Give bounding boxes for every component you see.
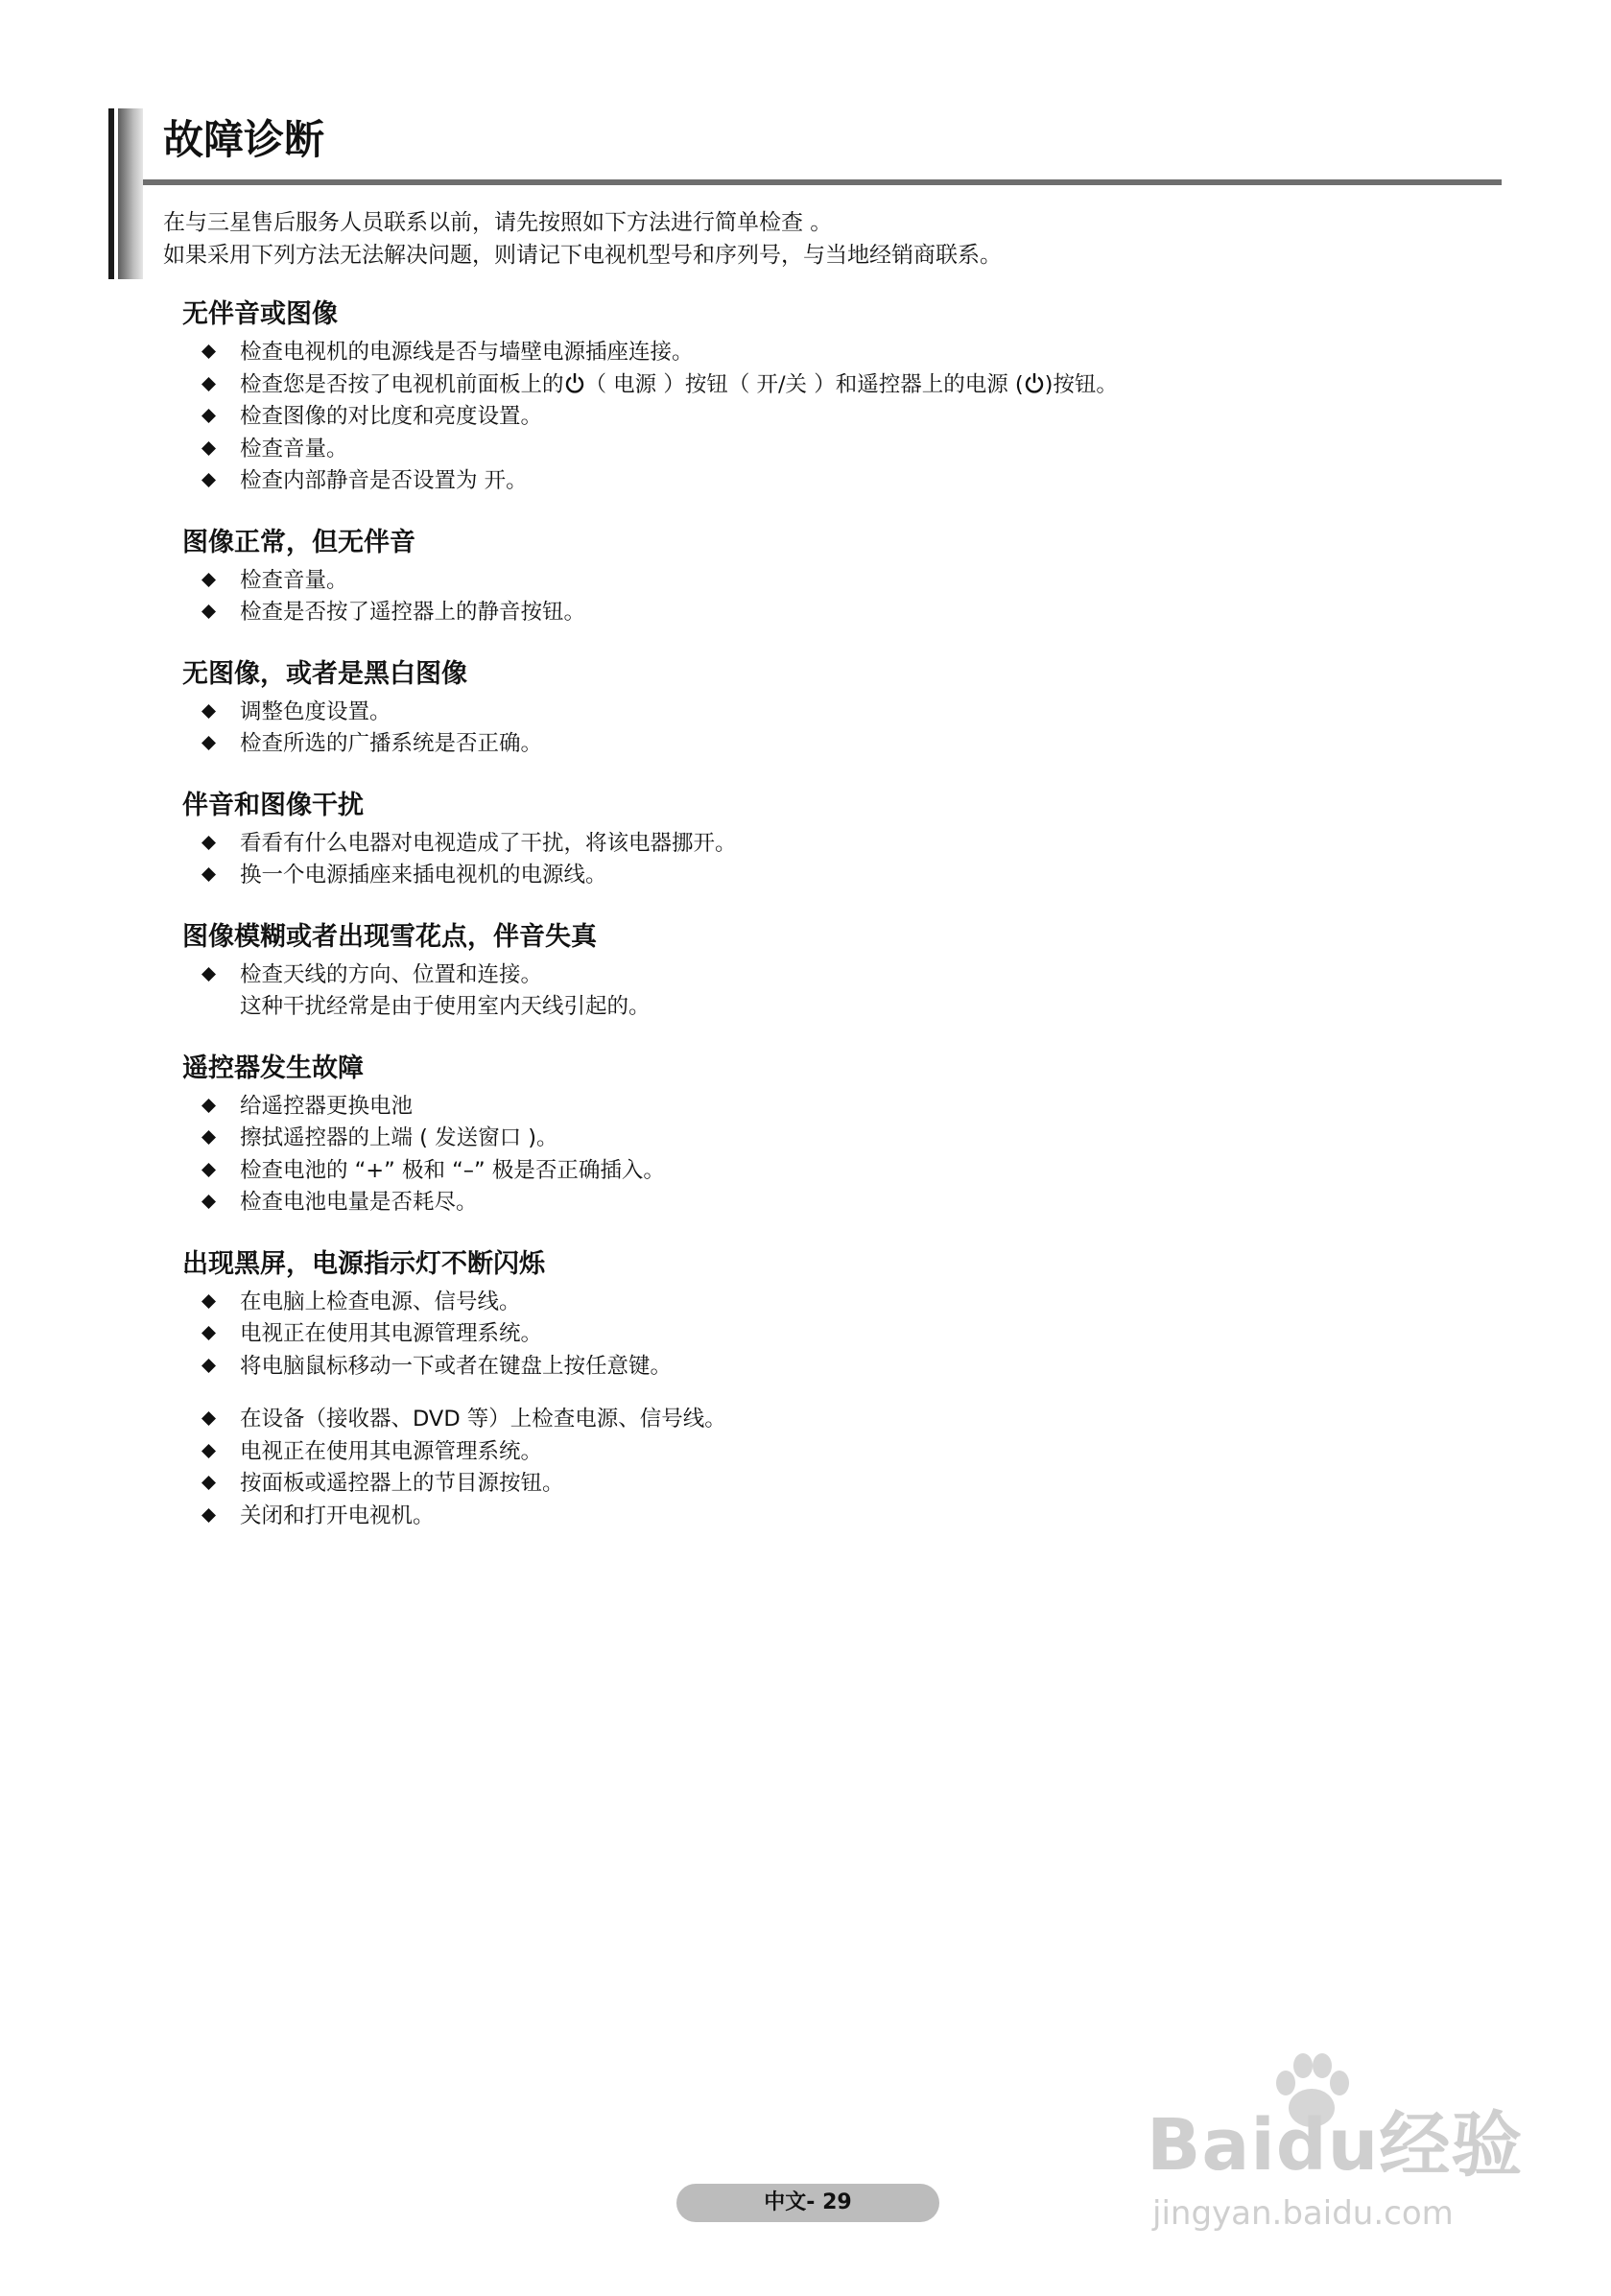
list-item: 检查内部静音是否设置为 开。 [182, 465, 1497, 498]
diamond-bullet-icon [201, 1294, 216, 1309]
list-item: 在设备（接收器、DVD 等）上检查电源、信号线。 [182, 1404, 1497, 1436]
list-item: 换一个电源插座来插电视机的电源线。 [182, 860, 1497, 892]
list-item: 按面板或遥控器上的节目源按钮。 [182, 1468, 1497, 1501]
spacer [182, 1383, 1497, 1404]
section-title: 出现黑屏，电源指示灯不断闪烁 [182, 1248, 545, 1279]
section-no-picture-or-bw [182, 656, 1497, 761]
intro-text [163, 206, 1002, 272]
list-item: 检查是否按了遥控器上的静音按钮。 [182, 597, 1497, 629]
diamond-bullet-icon [201, 967, 216, 982]
diamond-bullet-icon [201, 1359, 216, 1373]
diamond-bullet-icon [201, 573, 216, 587]
diamond-bullet-icon [201, 1326, 216, 1340]
list-item: 调整色度设置。 [182, 697, 1497, 729]
list-item: 检查电池的 “+” 极和 “–” 极是否正确插入。 [182, 1155, 1497, 1188]
section-black-screen [182, 1246, 1497, 1533]
section-title: 遥控器发生故障 [182, 1053, 364, 1083]
diamond-bullet-icon [201, 441, 216, 456]
section-title: 伴音和图像干扰 [182, 790, 364, 820]
diamond-bullet-icon [201, 1163, 216, 1177]
list-item: 检查电视机的电源线是否与墙壁电源插座连接。 [182, 337, 1497, 369]
diamond-bullet-icon [201, 409, 216, 423]
watermark-url: jingyan.baidu.com [1152, 2194, 1454, 2233]
section-title: 图像正常，但无伴音 [182, 527, 415, 557]
diamond-bullet-icon [201, 704, 216, 719]
header-accent-bar [108, 108, 143, 279]
diamond-bullet-icon [201, 1411, 216, 1426]
list-item: 检查您是否按了电视机前面板上的 （ 电源 ）按钮（ 开/关 ）和遥控器上的电源 ( )按钮。 [182, 369, 1497, 402]
list-item: 擦拭遥控器的上端 ( 发送窗口 )。 [182, 1123, 1497, 1155]
list-item-note: 这种干扰经常是由于使用室内天线引起的。 [240, 994, 651, 1019]
section-blurry-snow [182, 919, 1497, 1024]
power-icon [564, 371, 585, 394]
page-number-badge: 中文- 29 [676, 2184, 939, 2222]
diamond-bullet-icon [201, 604, 216, 619]
section-interference [182, 788, 1497, 892]
section-remote-fault [182, 1051, 1497, 1219]
diamond-bullet-icon [201, 1130, 216, 1145]
list-item: 检查所选的广播系统是否正确。 [182, 728, 1497, 761]
list-item: 检查音量。 [182, 434, 1497, 466]
intro-line-1: 在与三星售后服务人员联系以前，请先按照如下方法进行简单检查 。 [163, 210, 833, 235]
diamond-bullet-icon [201, 344, 216, 359]
diamond-bullet-icon [201, 736, 216, 750]
diamond-bullet-icon [201, 867, 216, 882]
watermark-logo: Baidu经验 [1147, 2104, 1524, 2187]
list-item: 检查电池电量是否耗尽。 [182, 1187, 1497, 1219]
diamond-bullet-icon [201, 1476, 216, 1490]
section-title: 无图像，或者是黑白图像 [182, 658, 467, 689]
section-title: 图像模糊或者出现雪花点，伴音失真 [182, 921, 597, 952]
diamond-bullet-icon [201, 1508, 216, 1523]
power-icon [1024, 371, 1045, 394]
diamond-bullet-icon [201, 1195, 216, 1209]
diamond-bullet-icon [201, 1099, 216, 1113]
section-title: 无伴音或图像 [182, 299, 338, 329]
section-no-sound-or-picture [182, 296, 1497, 498]
page-title: 故障诊断 [163, 116, 325, 163]
list-item: 检查天线的方向、位置和连接。 [182, 959, 1497, 992]
list-item: 检查图像的对比度和亮度设置。 [182, 401, 1497, 434]
list-item: 检查音量。 [182, 565, 1497, 598]
troubleshooting-content [182, 296, 1497, 1559]
diamond-bullet-icon [201, 836, 216, 850]
list-item: 看看有什么电器对电视造成了干扰，将该电器挪开。 [182, 828, 1497, 861]
list-item: 将电脑鼠标移动一下或者在键盘上按任意键。 [182, 1351, 1497, 1384]
baidu-watermark [1147, 2048, 1530, 2288]
list-item: 给遥控器更换电池 [182, 1091, 1497, 1124]
intro-line-2: 如果采用下列方法无法解决问题，则请记下电视机型号和序列号，与当地经销商联系。 [163, 243, 1002, 268]
list-item: 电视正在使用其电源管理系统。 [182, 1436, 1497, 1469]
diamond-bullet-icon [201, 377, 216, 391]
diamond-bullet-icon [201, 1444, 216, 1458]
list-item: 关闭和打开电视机。 [182, 1501, 1497, 1533]
title-divider [143, 179, 1502, 185]
section-picture-ok-no-sound [182, 525, 1497, 629]
list-item: 在电脑上检查电源、信号线。 [182, 1287, 1497, 1319]
diamond-bullet-icon [201, 473, 216, 487]
list-item: 电视正在使用其电源管理系统。 [182, 1318, 1497, 1351]
